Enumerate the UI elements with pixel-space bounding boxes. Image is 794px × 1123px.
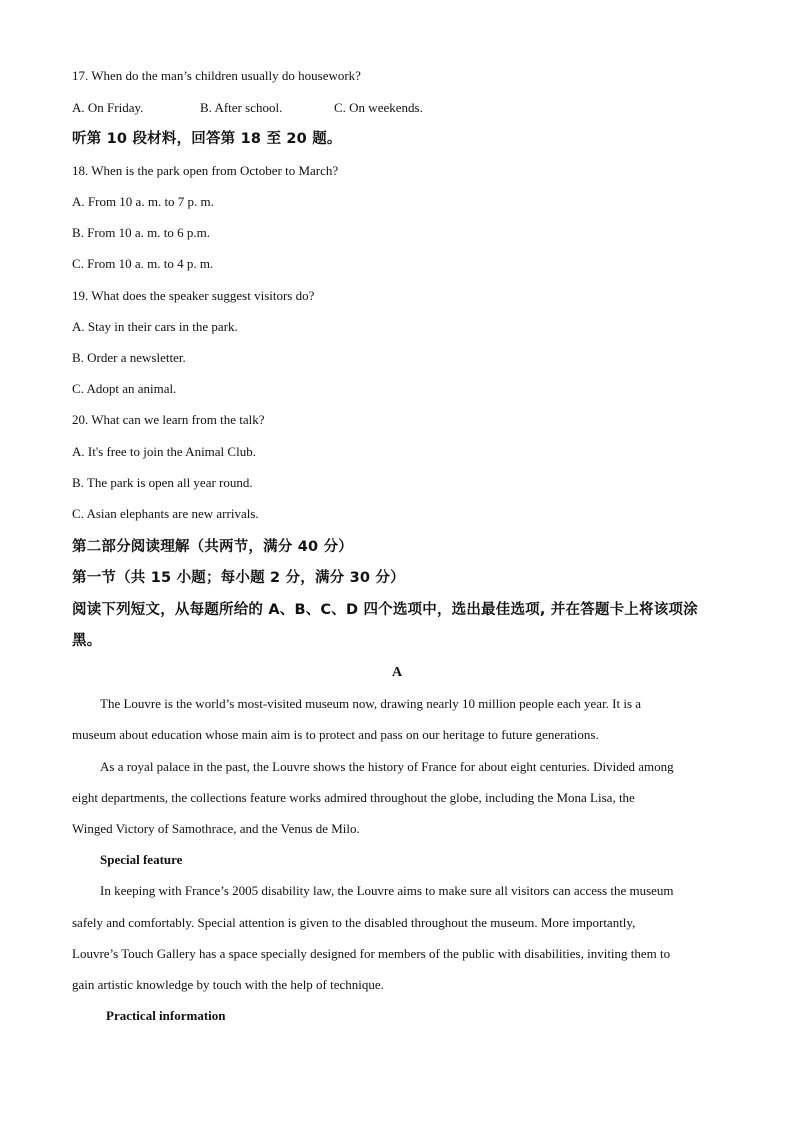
paragraph-1-line-1: The Louvre is the world’s most-visited museum now, drawing nearly 10 million people each year. It is a [100,696,642,711]
section-1-heading: 第一节（共 15 小题；每小题 2 分，满分 30 分） [72,570,405,586]
section-10-heading: 听第 10 段材料，回答第 18 至 20 题。 [72,131,342,147]
paragraph-3-line-1: In keeping with France’s 2005 disability law, the Louvre aims to make sure all visitors can access the museum [100,883,674,898]
instruction-text: 阅读下列短文，从每题所给的 A、B、C、D 四个选项中，选出最佳选项, 并在答题卡上将该项涂黑。 [72,602,698,649]
question-19-option-c: C. Adopt an animal. [72,381,177,396]
paragraph-2-line-2: eight departments, the collections feature works admired throughout the globe, including the Mona Lisa, the [72,790,635,805]
question-18: 18. When is the park open from October to March? [72,163,339,178]
question-19-option-b: B. Order a newsletter. [72,350,186,365]
question-18-option-b: B. From 10 a. m. to 6 p.m. [72,225,210,240]
question-17-options [72,100,423,116]
practical-information-heading: Practical information [106,1008,226,1023]
question-20: 20. What can we learn from the talk? [72,412,265,427]
question-18-option-a: A. From 10 a. m. to 7 p. m. [72,194,214,209]
passage-label: A [391,665,403,680]
paragraph-3-line-3: Louvre’s Touch Gallery has a space specially designed for members of the public with disabilities, inviting them to [72,946,671,961]
paragraph-3-line-2: safely and comfortably. Special attention is given to the disabled throughout the museum. More importantly, [72,915,636,930]
question-17-option-a: A. On Friday. [72,100,144,115]
paragraph-2-line-3: Winged Victory of Samothrace, and the Venus de Milo. [72,821,360,836]
paragraph-2-line-1: As a royal palace in the past, the Louvre shows the history of France for about eight centuries. Divided among [100,759,674,774]
question-18-option-c: C. From 10 a. m. to 4 p. m. [72,256,214,271]
special-feature-heading: Special feature [100,852,183,867]
question-17-option-c: C. On weekends. [334,100,423,115]
question-17: 17. When do the man’s children usually do housework? [72,68,361,83]
paragraph-3-line-4: gain artistic knowledge by touch with the help of technique. [72,977,384,992]
question-20-option-c: C. Asian elephants are new arrivals. [72,506,259,521]
part-2-heading: 第二部分阅读理解（共两节，满分 40 分） [72,539,353,555]
question-20-option-a: A. It's free to join the Animal Club. [72,444,256,459]
question-20-option-b: B. The park is open all year round. [72,475,253,490]
question-19-option-a: A. Stay in their cars in the park. [72,319,238,334]
question-19: 19. What does the speaker suggest visitors do? [72,288,315,303]
paragraph-1-line-2: museum about education whose main aim is to protect and pass on our heritage to future generations. [72,727,599,742]
question-17-option-b: B. After school. [200,100,283,115]
